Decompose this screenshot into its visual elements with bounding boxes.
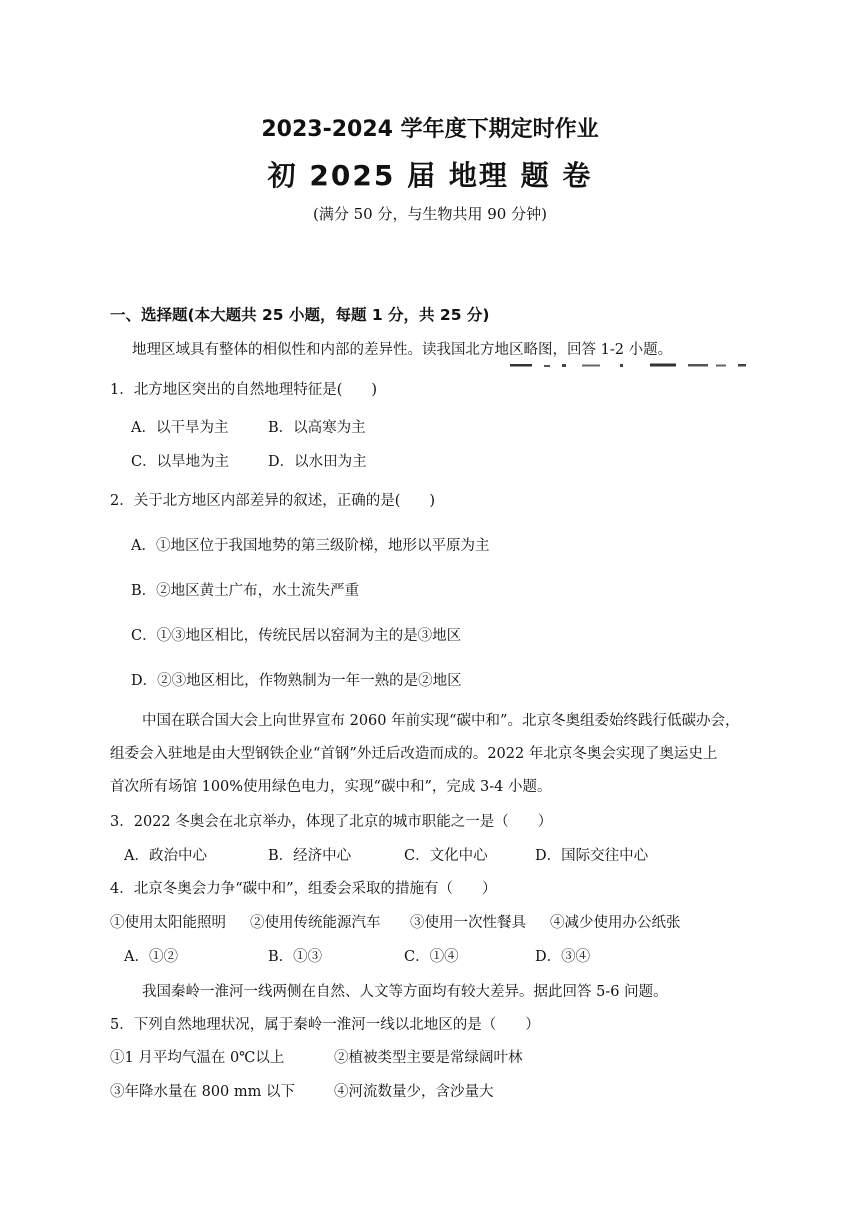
- question-4-statement-3: ③使用一次性餐具: [410, 915, 526, 931]
- question-4-stem: 4．北京冬奥会力争“碳中和”，组委会采取的措施有（ ）: [110, 881, 497, 897]
- question-1-option-a: A．以干旱为主: [131, 420, 229, 436]
- question-5-statement-1: ①1 月平均气温在 0℃以上: [110, 1050, 285, 1066]
- question-3-option-c: C．文化中心: [404, 848, 488, 864]
- question-1-option-c: C．以旱地为主: [131, 454, 230, 470]
- question-4-option-b: B．①③: [268, 949, 323, 965]
- question-4-statement-2: ②使用传统能源汽车: [250, 915, 381, 931]
- intro-q5-6: 我国秦岭一淮河一线两侧在自然、人文等方面均有较大差异。据此回答 5-6 问题。: [142, 984, 668, 1000]
- question-4-option-d: D．③④: [535, 949, 591, 965]
- section-heading: 一、选择题(本大题共 25 小题，每题 1 分，共 25 分): [110, 306, 490, 324]
- question-1-stem: 1．北方地区突出的自然地理特征是( ): [110, 382, 378, 398]
- intro-q1-2: 地理区域具有整体的相似性和内部的差异性。读我国北方地区略图，回答 1-2 小题。: [132, 342, 673, 358]
- exam-title-line1: 2023-2024 学年度下期定时作业: [261, 117, 599, 142]
- question-2-option-c: C．①③地区相比，传统民居以窑洞为主的是③地区: [131, 628, 462, 644]
- question-4-option-c: C．①④: [404, 949, 459, 965]
- question-4-statement-1: ①使用太阳能照明: [110, 915, 226, 931]
- question-3-stem: 3．2022 冬奥会在北京举办，体现了北京的城市职能之一是（ ）: [110, 814, 553, 830]
- question-4-statement-4: ④减少使用办公纸张: [550, 915, 681, 931]
- question-3-option-d: D．国际交往中心: [535, 848, 649, 864]
- question-1-option-b: B．以高寒为主: [268, 420, 366, 436]
- intro-q3-4-line3: 首次所有场馆 100%使用绿色电力，实现“碳中和”，完成 3-4 小题。: [110, 779, 552, 795]
- exam-title-line2: 初 2025 届 地理 题 卷: [267, 159, 593, 192]
- question-1-option-d: D．以水田为主: [268, 454, 367, 470]
- intro-q3-4-line1: 中国在联合国大会上向世界宣布 2060 年前实现“碳中和”。北京冬奥组委始终践行低碳办会，: [142, 713, 740, 729]
- question-2-option-b: B．②地区黄土广布，水土流失严重: [131, 583, 360, 599]
- question-3-option-a: A．政治中心: [124, 848, 207, 864]
- question-2-stem: 2．关于北方地区内部差异的叙述，正确的是( ): [110, 493, 436, 509]
- question-5-statement-2: ②植被类型主要是常绿阔叶林: [334, 1050, 523, 1066]
- intro-q3-4-line2: 组委会入驻地是由大型钢铁企业“首钢”外迁后改造而成的。2022 年北京冬奥会实现了奥运史上: [110, 746, 718, 762]
- question-3-option-b: B．经济中心: [268, 848, 352, 864]
- question-5-statement-3: ③年降水量在 800 mm 以下: [110, 1084, 296, 1100]
- exam-subtitle: (满分 50 分，与生物共用 90 分钟): [313, 205, 547, 223]
- question-5-stem: 5．下列自然地理状况，属于秦岭一淮河一线以北地区的是（ ）: [110, 1017, 540, 1033]
- question-2-option-d: D．②③地区相比，作物熟制为一年一熟的是②地区: [131, 673, 462, 689]
- question-5-statement-4: ④河流数量少，含沙量大: [334, 1084, 494, 1100]
- question-4-option-a: A．①②: [124, 949, 178, 965]
- question-2-option-a: A．①地区位于我国地势的第三级阶梯，地形以平原为主: [131, 538, 490, 554]
- map-fragment-image: [510, 362, 750, 368]
